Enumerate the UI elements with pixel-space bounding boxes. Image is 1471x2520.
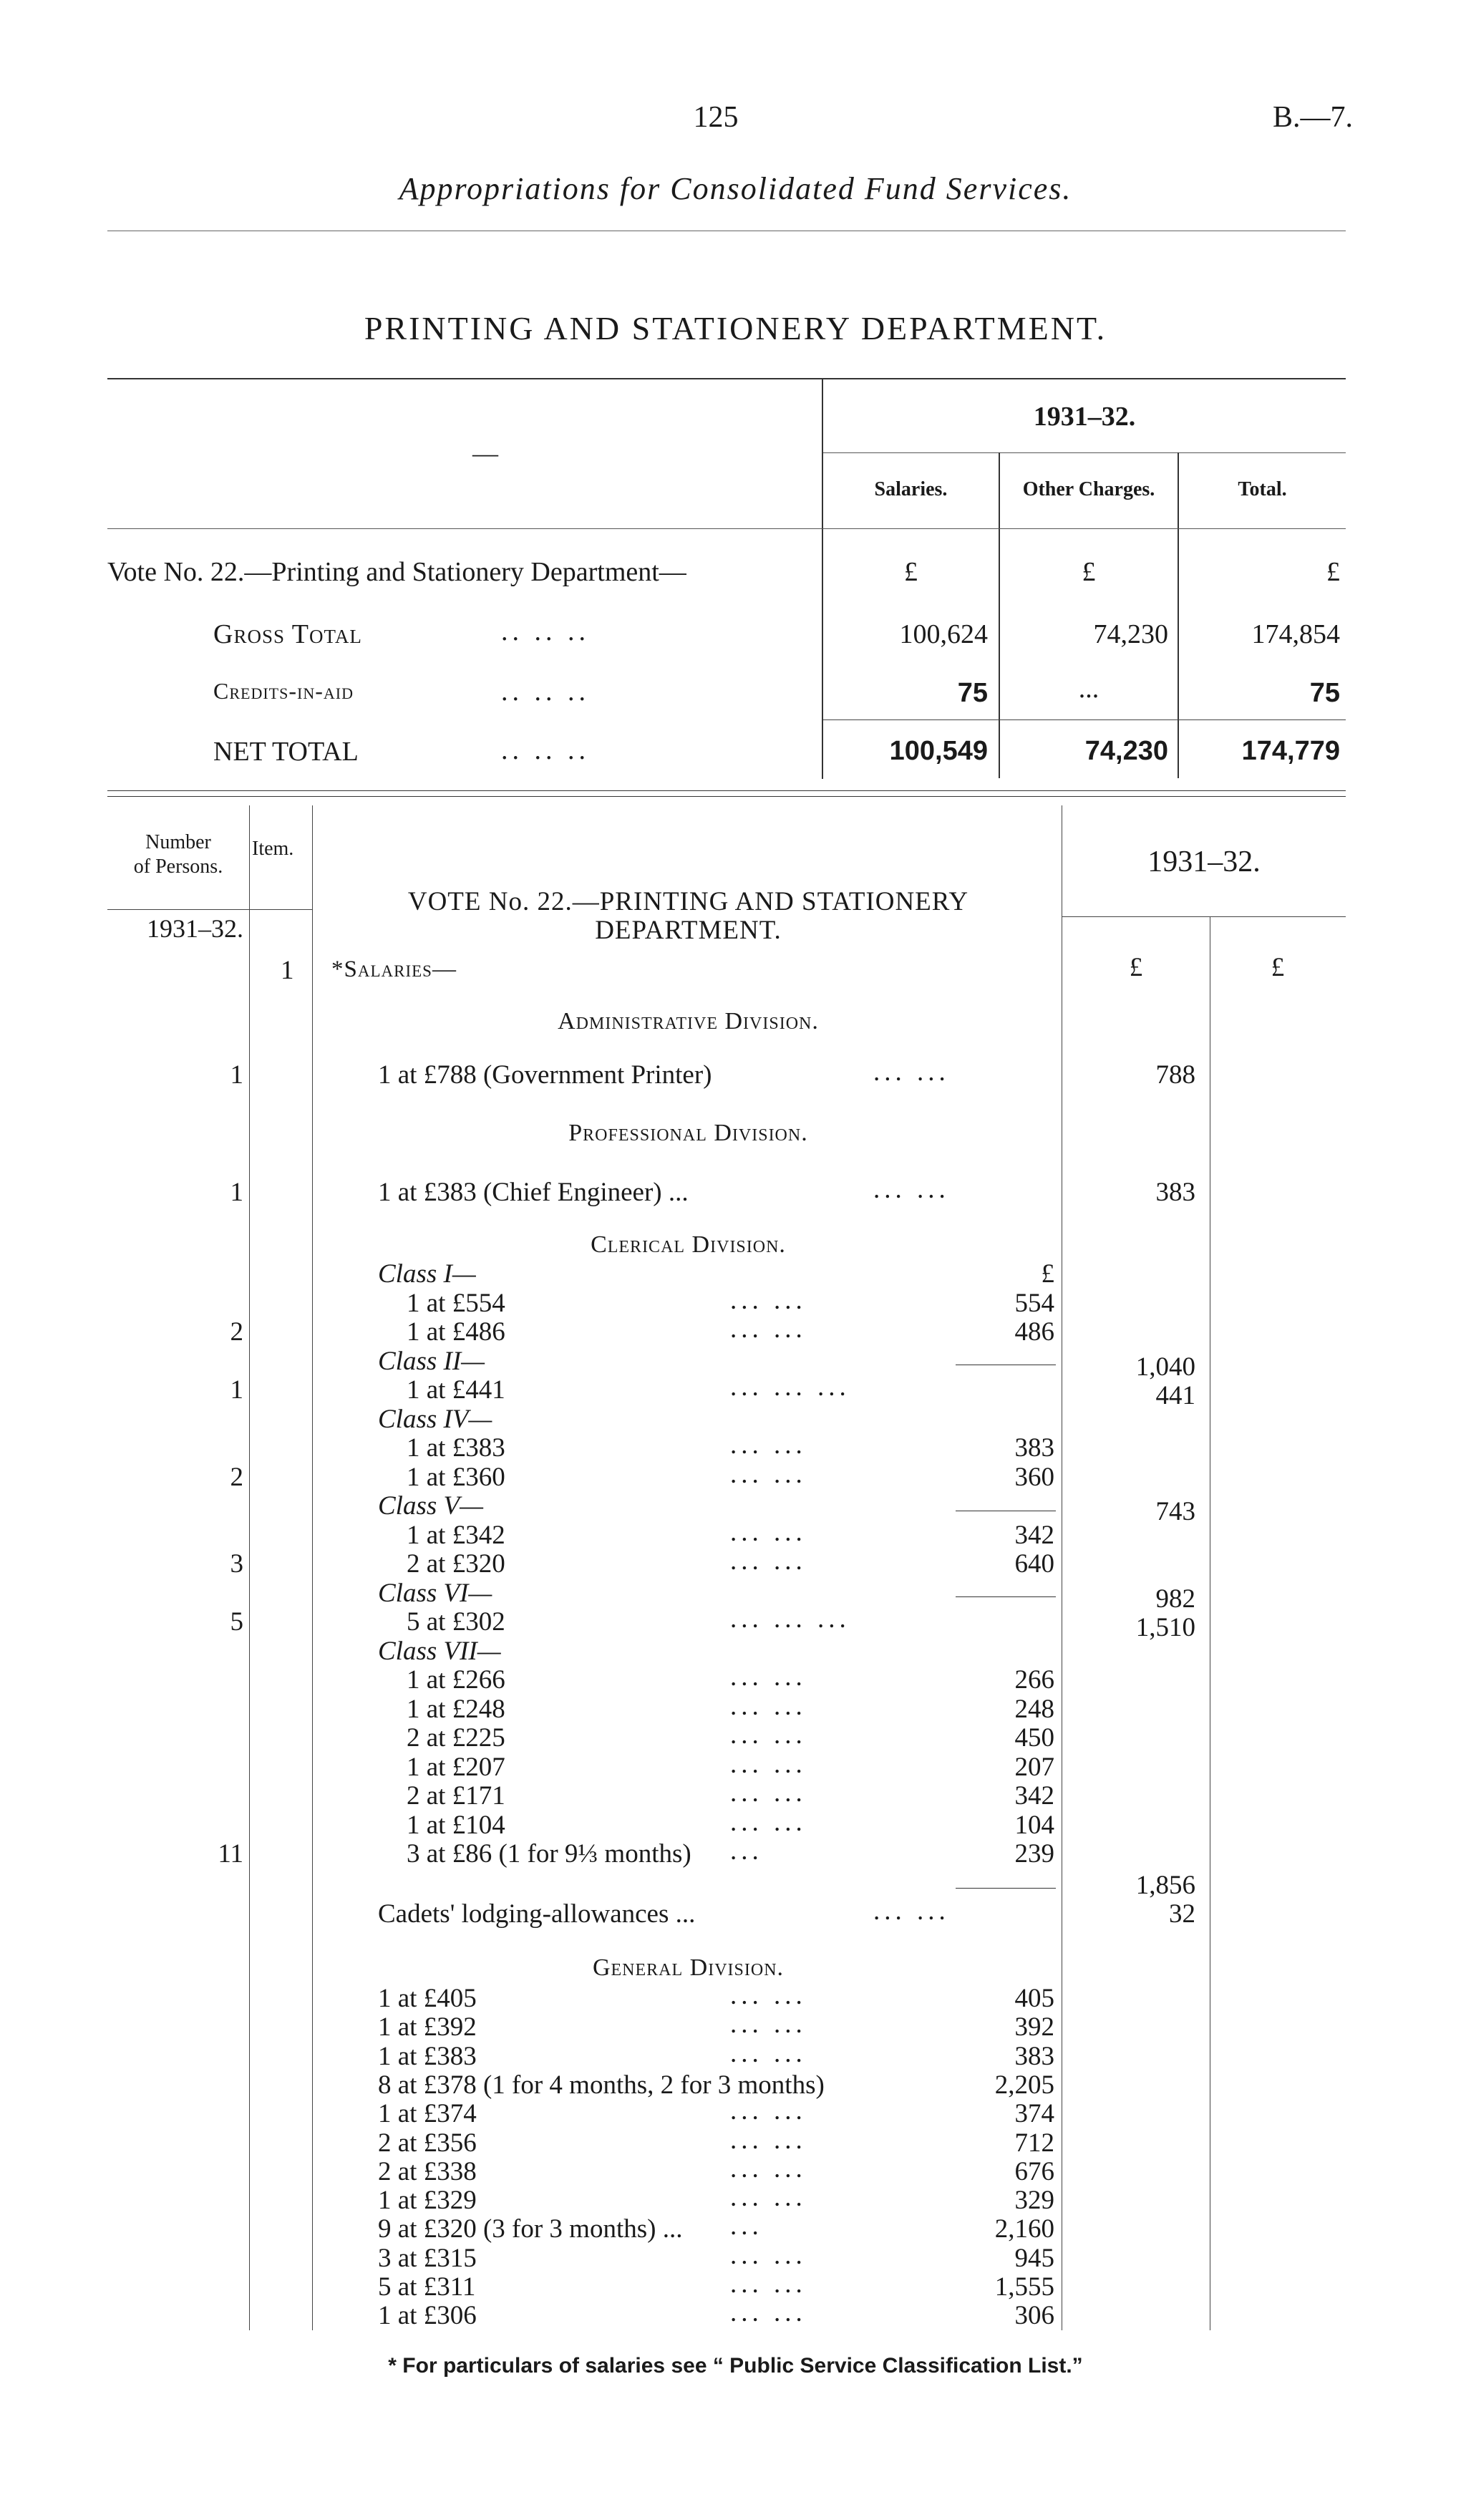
- clerical-line-dots: ... ...: [730, 1518, 807, 1547]
- currency-salaries: £: [904, 557, 918, 587]
- clerical-line-text: 1 at £207: [407, 1753, 505, 1782]
- clerical-line-text: 3 at £86 (1 for 9⅓ months): [407, 1839, 691, 1869]
- gross-total-dots: .. .. ..: [501, 616, 590, 646]
- clerical-line-subamount: 640: [1014, 1549, 1054, 1579]
- clerical-line-subamount: 342: [1014, 1521, 1054, 1550]
- credits-in-aid-label: Credits-in-aid: [213, 678, 354, 704]
- clerical-line-subamount: 104: [1014, 1811, 1054, 1840]
- general-line-subamount: 329: [1014, 2186, 1054, 2215]
- clerical-line-persons: 11: [218, 1839, 243, 1869]
- gross-total-label: Gross Total: [213, 619, 362, 649]
- clerical-line-text: 5 at £302: [407, 1607, 505, 1637]
- clerical-line-subamount: 248: [1014, 1695, 1054, 1724]
- col-total: Total.: [1238, 478, 1287, 500]
- clerical-line-dots: ... ... ...: [730, 1372, 850, 1402]
- clerical-line-text: Class VII—: [378, 1637, 501, 1666]
- general-line-dots: ... ...: [730, 2241, 807, 2270]
- general-line-dots: ... ...: [730, 2183, 807, 2212]
- clerical-line-text: 2 at £320: [407, 1549, 505, 1579]
- col-item: Item.: [252, 838, 294, 860]
- general-line-dots: ... ...: [730, 2126, 807, 2155]
- clerical-line-text: 1 at £383: [407, 1433, 505, 1463]
- clerical-line-dots: ... ...: [730, 1720, 807, 1750]
- clerical-line-text: 2 at £225: [407, 1723, 505, 1753]
- page-subtitle: Appropriations for Consolidated Fund Services.: [399, 171, 1072, 206]
- general-line-dots: ... ...: [730, 2039, 807, 2068]
- clerical-line-subamount: 383: [1014, 1433, 1054, 1463]
- col-other-charges: Other Charges.: [1022, 478, 1155, 500]
- general-line-subamount: 383: [1014, 2042, 1054, 2071]
- page-number: 125: [693, 101, 739, 134]
- clerical-line-persons: 5: [230, 1607, 243, 1637]
- general-line-text: 1 at £392: [378, 2012, 477, 2042]
- general-line-text: 1 at £306: [378, 2301, 477, 2330]
- general-line-text: 1 at £383: [378, 2042, 477, 2071]
- general-line-dots: ... ...: [730, 2154, 807, 2184]
- general-line-text: 8 at £378 (1 for 4 months, 2 for 3 months): [378, 2070, 825, 2100]
- clerical-line-dots: ... ...: [730, 1286, 807, 1315]
- clerical-line-dots: ... ...: [730, 1430, 807, 1460]
- gross-total-total: 174,854: [1251, 619, 1340, 649]
- clerical-line-text: 1 at £441: [407, 1375, 505, 1405]
- general-line-subamount: 2,160: [994, 2214, 1054, 2244]
- credits-in-aid-dots: .. .. ..: [501, 677, 590, 707]
- net-total-label: NET TOTAL: [213, 737, 359, 767]
- general-line-subamount: 945: [1014, 2244, 1054, 2273]
- summary-col-rule-2: [1178, 452, 1179, 778]
- vote-title-line-1: VOTE No. 22.—PRINTING AND STATIONERY: [407, 887, 969, 916]
- general-line-text: 5 at £311: [378, 2272, 476, 2302]
- prof-row-dots: ... ...: [873, 1175, 950, 1204]
- summary-stub-dash: —: [472, 439, 498, 467]
- clerical-line-persons: 3: [230, 1549, 243, 1579]
- clerical-line-persons: 2: [230, 1317, 243, 1347]
- clerical-line-text: 1 at £554: [407, 1289, 505, 1318]
- administrative-heading: Administrative Division.: [558, 1008, 819, 1034]
- clerical-line-amount: 743: [1155, 1497, 1195, 1526]
- general-line-subamount: 392: [1014, 2012, 1054, 2042]
- general-line-dots: ... ...: [730, 1981, 807, 2010]
- subtotal-rule-class5: [956, 1596, 1056, 1597]
- clerical-line-text: Class I—: [378, 1259, 476, 1289]
- general-line-subamount: 2,205: [994, 2070, 1054, 2100]
- clerical-heading: Clerical Division.: [591, 1231, 786, 1258]
- general-line-subamount: 306: [1014, 2301, 1054, 2330]
- net-total-other: 74,230: [1084, 736, 1168, 766]
- general-line-dots: ... ...: [730, 2298, 807, 2327]
- general-line-text: 1 at £405: [378, 1984, 477, 2013]
- clerical-line-dots: ... ...: [730, 1778, 807, 1808]
- prof-amount: 383: [1155, 1178, 1195, 1207]
- summary-year-rule: [823, 452, 1346, 453]
- detail-head-rule-left: [107, 909, 312, 910]
- clerical-line-text: 1 at £248: [407, 1695, 505, 1724]
- detail-currency-2: £: [1271, 953, 1285, 982]
- summary-bottom-rule-2: [107, 796, 1346, 797]
- clerical-line-subamount: £: [1041, 1259, 1054, 1289]
- detail-head-rule-right: [1062, 916, 1346, 917]
- clerical-line-dots: ... ...: [730, 1692, 807, 1721]
- detail-year-left: 1931–32.: [147, 914, 243, 943]
- clerical-line-text: Class IV—: [378, 1405, 492, 1434]
- general-line-text: 3 at £315: [378, 2244, 477, 2273]
- cadets-amount: 32: [1169, 1899, 1195, 1929]
- admin-amount: 788: [1155, 1060, 1195, 1090]
- clerical-line-dots: ... ...: [730, 1546, 807, 1576]
- clerical-line-amount: 1,510: [1135, 1613, 1195, 1642]
- clerical-line-dots: ... ...: [730, 1460, 807, 1489]
- clerical-line-dots: ... ...: [730, 1662, 807, 1692]
- clerical-line-persons: 2: [230, 1463, 243, 1492]
- admin-row-text: 1 at £788 (Government Printer): [378, 1060, 712, 1090]
- vote-title-line-2: DEPARTMENT.: [595, 916, 782, 945]
- gross-total-other: 74,230: [1093, 619, 1168, 649]
- clerical-line-subamount: 486: [1014, 1317, 1054, 1347]
- prof-row-text: 1 at £383 (Chief Engineer) ...: [378, 1178, 689, 1207]
- clerical-line-text: 2 at £171: [407, 1781, 505, 1811]
- general-line-text: 9 at £320 (3 for 3 months) ...: [378, 2214, 683, 2244]
- credits-in-aid-total: 75: [1309, 678, 1340, 708]
- general-line-dots: ... ...: [730, 2096, 807, 2126]
- clerical-line-text: 1 at £266: [407, 1665, 505, 1695]
- general-line-subamount: 676: [1014, 2157, 1054, 2186]
- cadets-row-text: Cadets' lodging-allowances ...: [378, 1899, 696, 1929]
- clerical-line-text: Class VI—: [378, 1579, 492, 1608]
- clerical-line-subamount: 360: [1014, 1463, 1054, 1492]
- credits-in-aid-salaries: 75: [957, 678, 988, 708]
- net-total-total: 174,779: [1241, 736, 1340, 766]
- clerical-line-amount: 441: [1155, 1381, 1195, 1410]
- subtotal-rule-class7: [956, 1888, 1056, 1889]
- clerical-line-dots: ...: [730, 1836, 763, 1866]
- class7-total: 1,856: [1135, 1871, 1195, 1900]
- summary-head-rule: [107, 528, 1346, 529]
- clerical-line-amount: 1,040: [1135, 1352, 1195, 1382]
- general-line-subamount: 712: [1014, 2128, 1054, 2158]
- vote-label: Vote No. 22.—Printing and Stationery Department—: [107, 557, 686, 587]
- clerical-line-subamount: 207: [1014, 1753, 1054, 1782]
- clerical-line-text: Class V—: [378, 1491, 484, 1521]
- general-line-text: 1 at £329: [378, 2186, 477, 2215]
- clerical-line-subamount: 554: [1014, 1289, 1054, 1318]
- general-line-dots: ... ...: [730, 2269, 807, 2299]
- clerical-line-subamount: 266: [1014, 1665, 1054, 1695]
- summary-col-rule-1: [999, 452, 1000, 778]
- clerical-line-text: 1 at £360: [407, 1463, 505, 1492]
- net-total-dots: .. .. ..: [501, 735, 590, 765]
- persons-rule: [249, 805, 250, 2330]
- detail-year-right: 1931–32.: [1147, 845, 1261, 878]
- summary-bottom-rule-1: [107, 790, 1346, 791]
- net-total-rule: [823, 719, 1346, 720]
- admin-row-dots: ... ...: [873, 1057, 950, 1087]
- credits-in-aid-other: ...: [1078, 674, 1099, 704]
- summary-year: 1931–32.: [1033, 402, 1136, 432]
- footnote: * For particulars of salaries see “ Public Service Classification List.”: [388, 2354, 1083, 2378]
- clerical-line-persons: 1: [230, 1375, 243, 1405]
- prof-persons: 1: [230, 1178, 243, 1207]
- item-number: 1: [281, 956, 294, 985]
- professional-heading: Professional Division.: [568, 1120, 808, 1146]
- salaries-heading: *Salaries—: [331, 956, 457, 982]
- item-rule: [312, 805, 313, 2330]
- general-line-text: 1 at £374: [378, 2099, 477, 2128]
- clerical-line-subamount: 239: [1014, 1839, 1054, 1869]
- col-salaries: Salaries.: [874, 478, 948, 500]
- general-line-text: 2 at £338: [378, 2157, 477, 2186]
- detail-currency-1: £: [1129, 953, 1143, 982]
- clerical-line-amount: 982: [1155, 1584, 1195, 1614]
- clerical-line-dots: ... ...: [730, 1314, 807, 1344]
- currency-total: £: [1326, 557, 1340, 587]
- general-line-subamount: 1,555: [994, 2272, 1054, 2302]
- clerical-line-text: 1 at £486: [407, 1317, 505, 1347]
- currency-other: £: [1082, 557, 1096, 587]
- general-line-text: 2 at £356: [378, 2128, 477, 2158]
- clerical-line-dots: ... ...: [730, 1750, 807, 1779]
- department-title: PRINTING AND STATIONERY DEPARTMENT.: [364, 310, 1107, 346]
- summary-top-rule: [107, 378, 1346, 379]
- clerical-line-text: 1 at £104: [407, 1811, 505, 1840]
- col-number-of-persons: Number of Persons.: [133, 831, 223, 878]
- clerical-line-text: 1 at £342: [407, 1521, 505, 1550]
- clerical-line-subamount: 450: [1014, 1723, 1054, 1753]
- admin-persons: 1: [230, 1060, 243, 1090]
- cadets-row-dots: ... ...: [873, 1896, 950, 1926]
- general-heading: General Division.: [592, 1954, 785, 1981]
- clerical-line-subamount: 342: [1014, 1781, 1054, 1811]
- general-line-dots: ... ...: [730, 2010, 807, 2039]
- clerical-line-dots: ... ...: [730, 1808, 807, 1837]
- page-reference: B.—7.: [1272, 101, 1353, 134]
- gross-total-salaries: 100,624: [899, 619, 988, 649]
- general-line-subamount: 405: [1014, 1984, 1054, 2013]
- general-line-dots: ...: [730, 2211, 763, 2241]
- clerical-line-text: Class II—: [378, 1347, 485, 1376]
- clerical-line-dots: ... ... ...: [730, 1604, 850, 1634]
- net-total-salaries: 100,549: [889, 736, 988, 766]
- general-line-subamount: 374: [1014, 2099, 1054, 2128]
